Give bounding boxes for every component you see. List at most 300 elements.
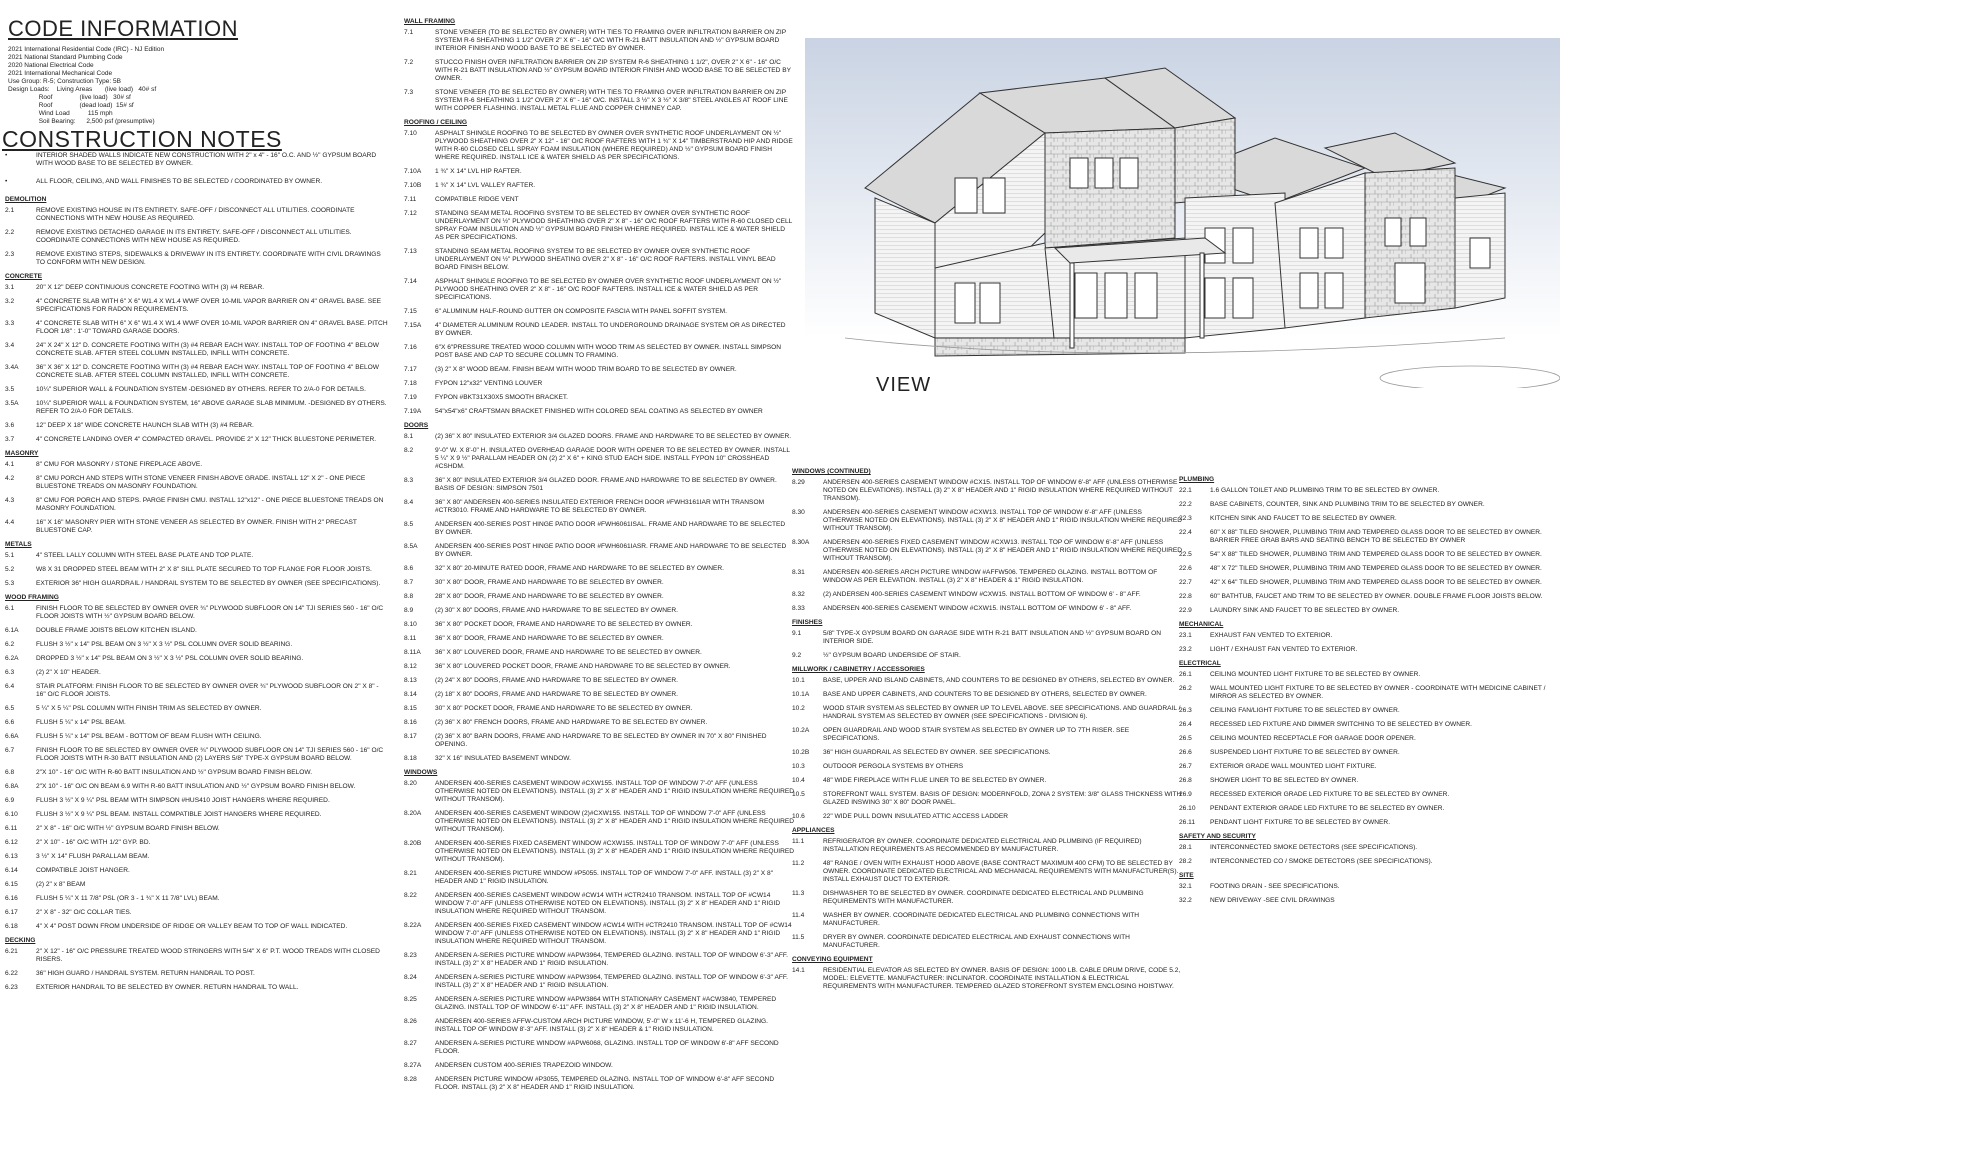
note-number: 8.14 xyxy=(404,691,417,698)
note-text: FLUSH 3 ½" X 9 ¼" PSL BEAM. INSTALL COMPATIBLE JOIST HANGERS WHERE REQUIRED. xyxy=(36,811,322,818)
note-number: 3.5 xyxy=(5,386,15,393)
note-item xyxy=(5,669,390,677)
note-text: PENDANT EXTERIOR GRADE LED FIXTURE TO BE SELECTED BY OWNER. xyxy=(1210,805,1445,812)
note-item xyxy=(404,130,794,162)
note-text: (2) 24" X 80" DOORS, FRAME AND HARDWARE TO BE SELECTED BY OWNER. xyxy=(435,677,678,684)
note-item xyxy=(5,461,390,469)
note-item xyxy=(1179,515,1559,523)
note-text: STAIR PLATFORM: FINISH FLOOR TO BE SELECTED BY OWNER OVER ¾" PLYWOOD SUBFLOOR ON 2" X 8" - 16" O/C FLOOR JOISTS. xyxy=(36,683,379,698)
note-item xyxy=(404,408,794,416)
note-text: CEILING MOUNTED LIGHT FIXTURE TO BE SELECTED BY OWNER. xyxy=(1210,671,1421,678)
note-item xyxy=(404,394,794,402)
note-text: 24" X 24" X 12" D. CONCRETE FOOTING WITH (3) #4 REBAR EACH WAY. INSTALL TOP OF FOOTING 4" BELOW CONCRETE SLAB. AFTER STEEL COLUMN INSTALLED, INFILL WITH CONCRETE. xyxy=(36,342,380,357)
note-text: DISHWASHER TO BE SELECTED BY OWNER. COORDINATE DEDICATED ELECTRICAL AND PLUMBING REQUIREMENTS WITH MANUFACTURER. xyxy=(823,890,1144,905)
note-number: 8.28 xyxy=(404,1076,417,1083)
note-text: ANDERSEN 400-SERIES CASEMENT WINDOW #CX15. INSTALL TOP OF WINDOW 6'-8" AFF (UNLESS OTHERWISE NOTED ON ELEVATIONS). INSTALL (3) 2" X 8" HEADER AND 1" RIGID INSULATION WHERE REQUIRED WITHOUT TRANSOM). xyxy=(823,479,1178,502)
note-number: 22.5 xyxy=(1179,551,1192,558)
note-item xyxy=(1179,671,1559,679)
notes-column-2 xyxy=(404,12,794,1098)
note-text: 36" HIGH GUARDRAIL AS SELECTED BY OWNER. SEE SPECIFICATIONS. xyxy=(823,749,1051,756)
note-text: 36" X 80" INSULATED EXTERIOR 3/4 GLAZED DOOR. FRAME AND HARDWARE TO BE SELECTED BY OWNER. BASIS OF DESIGN: SIMPSON 7501 xyxy=(435,477,777,492)
note-item xyxy=(404,1076,794,1092)
section-heading: WALL FRAMING xyxy=(404,18,456,25)
note-text: 4" CONCRETE LANDING OVER 4" COMPACTED GRAVEL. PROVIDE 2" X 12" THICK BLUESTONE PERIMETER. xyxy=(36,436,377,443)
note-number: 8.31 xyxy=(792,569,805,576)
note-item xyxy=(5,895,390,903)
note-number: 11.4 xyxy=(792,912,805,919)
section-heading: MECHANICAL xyxy=(1179,621,1224,628)
note-item xyxy=(5,783,390,791)
bullet-icon: • xyxy=(5,178,8,185)
note-item xyxy=(404,210,794,242)
note-item xyxy=(404,344,794,360)
note-text: CEILING MOUNTED RECEPTACLE FOR GARAGE DOOR OPENER. xyxy=(1210,735,1416,742)
note-text: 10¼" SUPERIOR WALL & FOUNDATION SYSTEM -DESIGNED BY OTHERS. REFER TO 2/A-0 FOR DETAILS. xyxy=(36,386,366,393)
note-number: 8.5 xyxy=(404,521,414,528)
note-number: 2.3 xyxy=(5,251,15,258)
note-number: 3.1 xyxy=(5,284,15,291)
note-text: 4" DIAMETER ALUMINUM ROUND LEADER. INSTALL TO UNDERGROUND DRAINAGE SYSTEM OR AS DIRECTED BY OWNER. xyxy=(435,322,786,337)
note-text: SUSPENDED LIGHT FIXTURE TO BE SELECTED BY OWNER. xyxy=(1210,749,1400,756)
note-number: 8.16 xyxy=(404,719,417,726)
note-number: 8.25 xyxy=(404,996,417,1003)
note-text: 5/8" TYPE-X GYPSUM BOARD ON GARAGE SIDE WITH R-21 BATT INSULATION AND ½" GYPSUM BOARD ON INTERIOR SIDE. xyxy=(823,630,1161,645)
note-text: EXHAUST FAN VENTED TO EXTERIOR. xyxy=(1210,632,1333,639)
note-number: 10.5 xyxy=(792,791,805,798)
note-item xyxy=(5,839,390,847)
note-number: 8.11 xyxy=(404,635,417,642)
note-number: 6.13 xyxy=(5,853,18,860)
note-item xyxy=(5,519,390,535)
note-text: STANDING SEAM METAL ROOFING SYSTEM TO BE SELECTED BY OWNER OVER SYNTHETIC ROOF UNDERLAYMENT ON ½" PLYWOOD SHEATHING OVER 2" X 8" - 16" O/C ROOF RAFTERS WITH R-60 CLOSED CELL SPRAY FOAM INSULATION AND ½" GYPSUM BOARD FINISH WHERE REQUIRED. INSTALL ICE & WATER SHIELD AS PER SPECIFICATIONS. xyxy=(435,210,793,241)
note-text: KITCHEN SINK AND FAUCET TO BE SELECTED BY OWNER. xyxy=(1210,515,1397,522)
note-text: 8" CMU FOR MASONRY / STONE FIREPLACE ABOVE. xyxy=(36,461,203,468)
note-text: REFRIGERATOR BY OWNER. COORDINATE DEDICATED ELECTRICAL AND PLUMBING (IF REQUIRED) INSTALLATION REQUIREMENTS AS RECOMMENDED BY MANUFACTURER. xyxy=(823,838,1142,853)
note-item xyxy=(792,838,1182,854)
note-number: 4.4 xyxy=(5,519,15,526)
note-item xyxy=(792,860,1182,884)
note-text: 4" STEEL LALLY COLUMN WITH STEEL BASE PLATE AND TOP PLATE. xyxy=(36,552,254,559)
section-heading: APPLIANCES xyxy=(792,827,835,834)
note-number: 6.15 xyxy=(5,881,18,888)
note-number: 6.1 xyxy=(5,605,15,612)
note-number: 7.10A xyxy=(404,168,422,175)
note-item xyxy=(5,881,390,889)
note-number: 6.9 xyxy=(5,797,15,804)
note-text: ASPHALT SHINGLE ROOFING TO BE SELECTED BY OWNER OVER SYNTHETIC ROOF UNDERLAYMENT ON ½" PLYWOOD SHEATHING OVER 2" X 12" - 16" O/C ROOF RAFTERS WITH 1 ¾" X 14" TIMBERSTRAND HIP AND RIDGE WITH R-60 CLOSED CELL SPRAY FOAM INSULATION (WHERE REQUIRED) AND ½" GYPSUM BOARD FINISH WHERE REQUIRED. INSTALL ICE & WATER SHIELD AS PER SPECIFICATIONS. xyxy=(435,130,793,161)
note-item xyxy=(404,1018,794,1034)
note-number: 6.12 xyxy=(5,839,18,846)
note-number: 6.16 xyxy=(5,895,18,902)
note-item xyxy=(1179,721,1559,729)
note-number: 22.3 xyxy=(1179,515,1192,522)
note-text: 22" WIDE PULL DOWN INSULATED ATTIC ACCESS LADDER xyxy=(823,813,1009,820)
note-item xyxy=(404,447,794,471)
note-text: ANDERSEN 400-SERIES FIXED CASEMENT WINDOW #CW14 WITH #CTR2410 TRANSOM. INSTALL TOP OF #CW14 WINDOW 7'-0" AFF (UNLESS OTHERWISE NOTED ON ELEVATIONS). INSTALL (3) 2" X 8" HEADER AND 1" RIGID INSULATION WHERE REQUIRED WITHOUT TRANSOM. xyxy=(435,922,792,945)
note-item xyxy=(1179,551,1559,559)
note-number: 11.1 xyxy=(792,838,805,845)
note-text: FOOTING DRAIN - SEE SPECIFICATIONS. xyxy=(1210,883,1340,890)
note-text: LIGHT / EXHAUST FAN VENTED TO EXTERIOR. xyxy=(1210,646,1358,653)
note-text: (3) 2" X 8" WOOD BEAM. FINISH BEAM WITH WOOD TRIM BOARD TO BE SELECTED BY OWNER. xyxy=(435,366,737,373)
note-text: 2" X 12" - 16" O/C PRESSURE TREATED WOOD STRINGERS WITH 5/4" X 6" P.T. WOOD TREADS WITH CLOSED RISERS. xyxy=(36,948,380,963)
view-label: VIEW xyxy=(876,374,932,396)
note-item xyxy=(5,342,390,358)
note-number: 10.2A xyxy=(792,727,810,734)
note-number: 7.11 xyxy=(404,196,417,203)
note-text: RECESSED EXTERIOR GRADE LED FIXTURE TO BE SELECTED BY OWNER. xyxy=(1210,791,1450,798)
notes-column-1 xyxy=(5,152,390,998)
note-item xyxy=(792,967,1182,991)
note-text: (2) 36" X 80" INSULATED EXTERIOR 3/4 GLAZED DOORS. FRAME AND HARDWARE TO BE SELECTED BY OWNER. xyxy=(435,433,792,440)
note-number: 6.4 xyxy=(5,683,15,690)
note-item xyxy=(404,922,794,946)
note-number: 9.2 xyxy=(792,652,802,659)
note-item xyxy=(5,705,390,713)
code-line: Wind Load 115 mph xyxy=(8,110,113,117)
note-number: 26.8 xyxy=(1179,777,1192,784)
note-text: 32" X 16" INSULATED BASEMENT WINDOW. xyxy=(435,755,571,762)
note-number: 6.8A xyxy=(5,783,19,790)
note-number: 5.3 xyxy=(5,580,15,587)
note-number: 23.2 xyxy=(1179,646,1192,653)
note-text: (2) 2" X 10" HEADER. xyxy=(36,669,101,676)
note-text: ANDERSEN A-SERIES PICTURE WINDOW #APW3964, TEMPERED GLAZING. INSTALL TOP OF WINDOW 6'-3" AFF. INSTALL (3) 2" X 8" HEADER AND 1" RIGID INSULATION. xyxy=(435,974,789,989)
note-number: 8.32 xyxy=(792,591,805,598)
note-text: LAUNDRY SINK AND FAUCET TO BE SELECTED BY OWNER. xyxy=(1210,607,1400,614)
note-item xyxy=(404,278,794,302)
note-item xyxy=(792,749,1182,757)
note-text: 1 ¾" X 14" LVL HIP RAFTER. xyxy=(435,168,522,175)
note-number: 6.5 xyxy=(5,705,15,712)
note-item xyxy=(404,677,794,685)
section-heading: DOORS xyxy=(404,422,429,429)
section-heading: ROOFING / CEILING xyxy=(404,119,468,126)
note-text: 30" X 80" POCKET DOOR, FRAME AND HARDWARE TO BE SELECTED BY OWNER. xyxy=(435,705,693,712)
note-text: OUTDOOR PERGOLA SYSTEMS BY OTHERS xyxy=(823,763,964,770)
note-item xyxy=(404,840,794,864)
note-text: WALL MOUNTED LIGHT FIXTURE TO BE SELECTED BY OWNER - COORDINATE WITH MEDICINE CABINET / MIRROR AS SELECTED BY OWNER. xyxy=(1210,685,1546,700)
note-item xyxy=(404,308,794,316)
note-text: 5 ¼" X 5 ¼" PSL COLUMN WITH FINISH TRIM AS SELECTED BY OWNER. xyxy=(36,705,262,712)
note-text: STONE VENEER (TO BE SELECTED BY OWNER) WITH TIES TO FRAMING OVER INFILTRATION BARRIER ON ZIP SYSTEM R-6 SHEATHING 1 1/2" OVER 2" X 6" - 16" O/C WITH R-21 BATT INSULATION AND ½" GYPSUM BOARD INTERIOR FINISH AND WOOD BASE TO BE SELECTED BY OWNER. xyxy=(435,29,786,52)
note-item xyxy=(5,811,390,819)
section-heading: PLUMBING xyxy=(1179,476,1215,483)
note-number: 6.2 xyxy=(5,641,15,648)
code-information-list xyxy=(8,46,164,126)
note-number: 6.18 xyxy=(5,923,18,930)
note-text: 48" WIDE FIREPLACE WITH FLUE LINER TO BE SELECTED BY OWNER. xyxy=(823,777,1047,784)
note-text: 60" X 88" TILED SHOWER, PLUMBING TRIM AND TEMPERED GLASS DOOR TO BE SELECTED BY OWNER. BARRIER FREE GRAB BARS AND SEATING BENCH TO BE SELECTED BY OWNER xyxy=(1210,529,1542,544)
note-number: 6.6A xyxy=(5,733,19,740)
note-item xyxy=(792,777,1182,785)
note-number: 10.2 xyxy=(792,705,805,712)
note-text: (2) ANDERSEN 400-SERIES CASEMENT WINDOW #CXW15. INSTALL BOTTOM OF WINDOW 6' - 8" AFF. xyxy=(823,591,1141,598)
note-text: FYPON #BKT31X30X5 SMOOTH BRACKET. xyxy=(435,394,569,401)
note-text: COMPATIBLE JOIST HANGER. xyxy=(36,867,130,874)
note-item xyxy=(1179,707,1559,715)
note-number: 7.10B xyxy=(404,182,422,189)
note-text: 8" CMU PORCH AND STEPS WITH STONE VENEER FINISH ABOVE GRADE. INSTALL 12" X 2" - ONE PIECE BLUESTONE TREADS ON MASONRY FOUNDATION. xyxy=(36,475,366,490)
note-number: 11.2 xyxy=(792,860,805,867)
note-item xyxy=(5,386,390,394)
note-text: REMOVE EXISTING STEPS, SIDEWALKS & DRIVEWAY IN ITS ENTIRETY. COORDINATE WITH CIVIL DRAWINGS TO CONFORM WITH NEW DESIGN. xyxy=(36,251,381,266)
note-item xyxy=(1179,791,1559,799)
note-text: 2" X 8" - 32" O/C COLLAR TIES. xyxy=(36,909,132,916)
note-text: 30" X 80" DOOR, FRAME AND HARDWARE TO BE SELECTED BY OWNER. xyxy=(435,579,664,586)
note-number: 28.2 xyxy=(1179,858,1192,865)
notes-column-4 xyxy=(1179,470,1559,911)
note-item xyxy=(792,677,1182,685)
note-item xyxy=(404,168,794,176)
bullet-text: INTERIOR SHADED WALLS INDICATE NEW CONSTRUCTION WITH 2" x 4" - 16" O.C. AND ½" GYPSUM BOARD WITH WOOD BASE TO BE SELECTED BY OWNER. xyxy=(36,152,377,167)
note-item xyxy=(5,320,390,336)
section-heading: DECKING xyxy=(5,937,36,944)
note-number: 7.1 xyxy=(404,29,414,36)
note-item xyxy=(1179,685,1559,701)
note-text: 2" X 8" - 16" O/C WITH ½" GYPSUM BOARD FINISH BELOW. xyxy=(36,825,220,832)
note-item xyxy=(5,948,390,964)
section-heading: DEMOLITION xyxy=(5,196,47,203)
note-number: 32.2 xyxy=(1179,897,1192,904)
note-item xyxy=(792,763,1182,771)
note-number: 8.22A xyxy=(404,922,422,929)
house-view-drawing xyxy=(805,38,1560,388)
note-text: 6" ALUMINUM HALF-ROUND GUTTER ON COMPOSITE FASCIA WITH PANEL SOFFIT SYSTEM. xyxy=(435,308,728,315)
note-number: 26.2 xyxy=(1179,685,1192,692)
note-item xyxy=(1179,819,1559,827)
note-number: 3.5A xyxy=(5,400,19,407)
note-item xyxy=(792,630,1182,646)
note-text: STOREFRONT WALL SYSTEM. BASIS OF DESIGN: MODERNFOLD, ZONA 2 SYSTEM: 3/8" GLASS THICKNESS WITH GLAZED INSWING 30" X 80" DOOR PANEL. xyxy=(823,791,1182,806)
note-text: ANDERSEN A-SERIES PICTURE WINDOW #APW3964, TEMPERED GLAZING. INSTALL TOP OF WINDOW 6'-3" AFF. INSTALL (3) 2" X 8" HEADER AND 1" RIGID INSULATION. xyxy=(435,952,789,967)
note-item xyxy=(1179,749,1559,757)
note-item xyxy=(5,580,390,588)
note-item xyxy=(792,705,1182,721)
section-heading: MASONRY xyxy=(5,450,39,457)
note-item xyxy=(1179,646,1559,654)
note-item xyxy=(5,970,390,978)
note-item xyxy=(404,322,794,338)
note-number: 8.20A xyxy=(404,810,422,817)
note-item xyxy=(792,569,1182,585)
note-text: STUCCO FINISH OVER INFILTRATION BARRIER ON ZIP SYSTEM R-6 SHEATHING 1 1/2", OVER 2" X 6" - 16" O/C WITH R-21 BATT INSULATION AND ½" GYPSUM BOARD INTERIOR FINISH AND WOOD BASE TO BE SELECTED BY OWNER. xyxy=(435,59,791,82)
note-number: 26.4 xyxy=(1179,721,1192,728)
note-item xyxy=(792,791,1182,807)
note-item xyxy=(404,870,794,886)
note-item xyxy=(5,400,390,416)
note-text: 36" X 80" ANDERSEN 400-SERIES INSULATED EXTERIOR FRENCH DOOR #FWH3161IAR WITH TRANSOM #CTR3010. FRAME AND HARDWARE TO BE SELECTED BY OWNER. xyxy=(435,499,765,514)
note-item xyxy=(404,89,794,113)
code-line: Use Group: R-5; Construction Type: 5B xyxy=(8,78,121,85)
note-item xyxy=(1179,529,1559,545)
note-text: INTERCONNECTED CO / SMOKE DETECTORS (SEE SPECIFICATIONS). xyxy=(1210,858,1433,865)
note-item xyxy=(404,196,794,204)
note-text: 36" X 80" POCKET DOOR, FRAME AND HARDWARE TO BE SELECTED BY OWNER. xyxy=(435,621,693,628)
note-item xyxy=(792,934,1182,950)
note-item xyxy=(404,579,794,587)
note-text: 16" X 16" MASONRY PIER WITH STONE VENEER AS SELECTED BY OWNER. FINISH WITH 2" PRECAST BLUESTONE CAP. xyxy=(36,519,357,534)
note-number: 28.1 xyxy=(1179,844,1192,851)
note-item xyxy=(5,422,390,430)
note-item xyxy=(1179,844,1559,852)
note-text: 4" X 4" POST DOWN FROM UNDERSIDE OF RIDGE OR VALLEY BEAM TO TOP OF WALL INDICATED. xyxy=(36,923,348,930)
note-number: 26.7 xyxy=(1179,763,1192,770)
note-item xyxy=(5,825,390,833)
section-heading: ELECTRICAL xyxy=(1179,660,1221,667)
note-number: 26.9 xyxy=(1179,791,1192,798)
note-item xyxy=(404,1062,794,1070)
note-number: 8.30A xyxy=(792,539,810,546)
code-line: 2020 National Electrical Code xyxy=(8,62,94,69)
note-item xyxy=(792,479,1182,503)
note-item xyxy=(404,691,794,699)
note-item xyxy=(5,436,390,444)
note-text: EXTERIOR GRADE WALL MOUNTED LIGHT FIXTURE. xyxy=(1210,763,1377,770)
note-text: ANDERSEN A-SERIES PICTURE WINDOW #APW6068, GLAZING. INSTALL TOP OF WINDOW 6'-8" AFF SECOND FLOOR. xyxy=(435,1040,779,1055)
note-item xyxy=(404,593,794,601)
note-text: STONE VENEER (TO BE SELECTED BY OWNER) WITH TIES TO FRAMING OVER INFILTRATION BARRIER ON ZIP SYSTEM R-6 SHEATHING 1 1/2" OVER 2" X 6" - 16" O/C. INSTALL 3 ½" X 3 ½" X 3/8" STEEL ANGLES AT ROOF LINE WITH COPPER FLASHING. INSTALL METAL FLUE AND COPPER CHIMNEY CAP. xyxy=(435,89,788,112)
code-information-title: CODE INFORMATION xyxy=(8,16,239,41)
note-number: 7.18 xyxy=(404,380,417,387)
note-bullet xyxy=(5,152,390,168)
note-number: 6.2A xyxy=(5,655,19,662)
note-text: FYPON 12"x32" VENTING LOUVER xyxy=(435,380,543,387)
note-number: 8.4 xyxy=(404,499,414,506)
note-item xyxy=(404,59,794,83)
note-item xyxy=(792,605,1182,613)
note-number: 7.13 xyxy=(404,248,417,255)
note-item xyxy=(792,591,1182,599)
note-item xyxy=(404,733,794,749)
note-item xyxy=(5,733,390,741)
note-number: 22.8 xyxy=(1179,593,1192,600)
note-number: 6.8 xyxy=(5,769,15,776)
note-item xyxy=(5,984,390,992)
note-item xyxy=(5,867,390,875)
note-number: 10.3 xyxy=(792,763,805,770)
note-text: FLUSH 5 ¼" x 14" PSL BEAM. xyxy=(36,719,126,726)
section-heading: SITE xyxy=(1179,872,1194,879)
note-number: 7.3 xyxy=(404,89,414,96)
note-text: SHOWER LIGHT TO BE SELECTED BY OWNER. xyxy=(1210,777,1359,784)
note-text: ANDERSEN CUSTOM 400-SERIES TRAPEZOID WINDOW. xyxy=(435,1062,613,1069)
note-number: 3.7 xyxy=(5,436,15,443)
note-item xyxy=(404,621,794,629)
note-number: 7.10 xyxy=(404,130,417,137)
note-text: ANDERSEN 400-SERIES CASEMENT WINDOW (2)#CXW155. INSTALL TOP OF WINDOW 7'-0" AFF (UNLESS OTHERWISE NOTED ON ELEVATIONS). INSTALL (3) 2" X 8" HEADER AND 1" RIGID INSULATION WHERE REQUIRED WITHOUT TRANSOM). xyxy=(435,810,794,833)
note-item xyxy=(5,853,390,861)
note-number: 26.10 xyxy=(1179,805,1196,812)
note-number: 6.22 xyxy=(5,970,18,977)
note-text: ANDERSEN 400-SERIES CASEMENT WINDOW #CXW15. INSTALL BOTTOM OF WINDOW 6' - 8" AFF. xyxy=(823,605,1132,612)
note-number: 8.11A xyxy=(404,649,421,656)
note-text: 42" X 64" TILED SHOWER, PLUMBING TRIM AND TEMPERED GLASS DOOR TO BE SELECTED BY OWNER. xyxy=(1210,579,1542,586)
note-text: 10¼" SUPERIOR WALL & FOUNDATION SYSTEM, 16" ABOVE GARAGE SLAB MINIMUM. -DESIGNED BY OTHERS. REFER TO 2/A-0 FOR DETAILS. xyxy=(36,400,387,415)
section-heading: WOOD FRAMING xyxy=(5,594,59,601)
note-text: COMPATIBLE RIDGE VENT xyxy=(435,196,519,203)
note-text: (2) 36" X 80" BARN DOORS, FRAME AND HARDWARE TO BE SELECTED BY OWNER IN 70" X 80" FINISHED OPENING. xyxy=(435,733,767,748)
note-number: 11.3 xyxy=(792,890,805,897)
note-number: 3.3 xyxy=(5,320,15,327)
bullet-text: ALL FLOOR, CEILING, AND WALL FINISHES TO BE SELECTED / COORDINATED BY OWNER. xyxy=(36,178,323,185)
note-number: 8.5A xyxy=(404,543,418,550)
note-item xyxy=(404,810,794,834)
note-item xyxy=(404,974,794,990)
note-item xyxy=(404,380,794,388)
note-number: 7.19 xyxy=(404,394,417,401)
note-item xyxy=(404,663,794,671)
note-item xyxy=(404,755,794,763)
note-text: 36" X 80" LOUVERED DOOR, FRAME AND HARDWARE TO BE SELECTED BY OWNER. xyxy=(435,649,702,656)
note-item xyxy=(404,477,794,493)
note-number: 8.29 xyxy=(792,479,805,486)
note-number: 8.12 xyxy=(404,663,417,670)
note-number: 8.33 xyxy=(792,605,805,612)
note-text: FLUSH 3 ½" X 9 ¼" PSL BEAM WITH SIMPSON #HUS410 JOIST HANGERS WHERE REQUIRED. xyxy=(36,797,330,804)
note-item xyxy=(792,509,1182,533)
note-number: 3.6 xyxy=(5,422,15,429)
note-number: 7.2 xyxy=(404,59,414,66)
note-item xyxy=(1179,593,1559,601)
section-heading: CONVEYING EQUIPMENT xyxy=(792,956,873,963)
note-number: 7.15A xyxy=(404,322,422,329)
note-number: 8.21 xyxy=(404,870,417,877)
note-number: 26.5 xyxy=(1179,735,1192,742)
note-text: CEILING FAN/LIGHT FIXTURE TO BE SELECTED BY OWNER. xyxy=(1210,707,1400,714)
note-number: 8.27 xyxy=(404,1040,417,1047)
note-item xyxy=(404,366,794,374)
note-number: 8.20 xyxy=(404,780,417,787)
note-number: 8.27A xyxy=(404,1062,422,1069)
note-text: FLUSH 5 ¼" x 14" PSL BEAM - BOTTOM OF BEAM FLUSH WITH CEILING. xyxy=(36,733,262,740)
note-item xyxy=(1179,735,1559,743)
section-heading: SAFETY AND SECURITY xyxy=(1179,833,1256,840)
note-text: WOOD STAIR SYSTEM AS SELECTED BY OWNER UP TO LEVEL ABOVE. SEE SPECIFICATIONS. AND GUARDRAIL / HANDRAIL SYSTEM AS SELECTED BY OWNER (SEE SPECIFICATIONS - DIVISION 6). xyxy=(823,705,1181,720)
note-item xyxy=(5,747,390,763)
note-number: 7.12 xyxy=(404,210,417,217)
note-text: (2) 18" X 80" DOORS, FRAME AND HARDWARE TO BE SELECTED BY OWNER. xyxy=(435,691,678,698)
note-item xyxy=(404,996,794,1012)
note-item xyxy=(5,566,390,574)
note-number: 3.4 xyxy=(5,342,15,349)
note-text: BASE AND UPPER CABINETS, AND COUNTERS TO BE DESIGNED BY OTHERS, SELECTED BY OWNER. xyxy=(823,691,1147,698)
note-number: 8.9 xyxy=(404,607,414,614)
note-number: 6.21 xyxy=(5,948,18,955)
note-number: 22.7 xyxy=(1179,579,1192,586)
note-item xyxy=(404,952,794,968)
note-item xyxy=(1179,805,1559,813)
section-heading: CONCRETE xyxy=(5,273,42,280)
bullet-icon: • xyxy=(5,152,8,159)
note-text: W8 X 31 DROPPED STEEL BEAM WITH 2" X 8" SILL PLATE SECURED TO TOP FLANGE FOR FLOOR JOISTS. xyxy=(36,566,372,573)
note-text: EXTERIOR HANDRAIL TO BE SELECTED BY OWNER. RETURN HANDRAIL TO WALL. xyxy=(36,984,299,991)
note-item xyxy=(5,251,390,267)
note-text: ANDERSEN 400-SERIES PICTURE WINDOW #P5055. INSTALL TOP OF WINDOW 7'-0" AFF. INSTALL (3) 2" X 8" HEADER AND 1" RIGID INSULATION. xyxy=(435,870,774,885)
note-item xyxy=(5,298,390,314)
note-text: 36" X 36" X 12" D. CONCRETE FOOTING WITH (3) #4 REBAR EACH WAY. INSTALL TOP OF FOOTING 4" BELOW CONCRETE SLAB. AFTER STEEL COLUMN INSTALLED, INFILL WITH CONCRETE. xyxy=(36,364,380,379)
note-number: 8.8 xyxy=(404,593,414,600)
note-number: 6.7 xyxy=(5,747,15,754)
note-item xyxy=(792,912,1182,928)
note-text: OPEN GUARDRAIL AND WOOD STAIR SYSTEM AS SELECTED BY OWNER UP TO 7TH RISER. SEE SPECIFICATIONS. xyxy=(823,727,1130,742)
note-text: NEW DRIVEWAY -SEE CIVIL DRAWINGS xyxy=(1210,897,1335,904)
note-number: 6.3 xyxy=(5,669,15,676)
note-text: ASPHALT SHINGLE ROOFING TO BE SELECTED BY OWNER OVER SYNTHETIC ROOF UNDERLAYMENT ON ½" PLYWOOD SHEATHING OVER 2" X 8" - 16" O/C ROOF RAFTERS. INSTALL ICE & WATER SHIELD AS PER SPECIFICATIONS. xyxy=(435,278,782,301)
note-number: 6.10 xyxy=(5,811,18,818)
note-text: ANDERSEN 400-SERIES POST HINGE PATIO DOOR #FWH6061ISAL. FRAME AND HARDWARE TO BE SELECTED BY OWNER. xyxy=(435,521,786,536)
note-number: 22.4 xyxy=(1179,529,1192,536)
